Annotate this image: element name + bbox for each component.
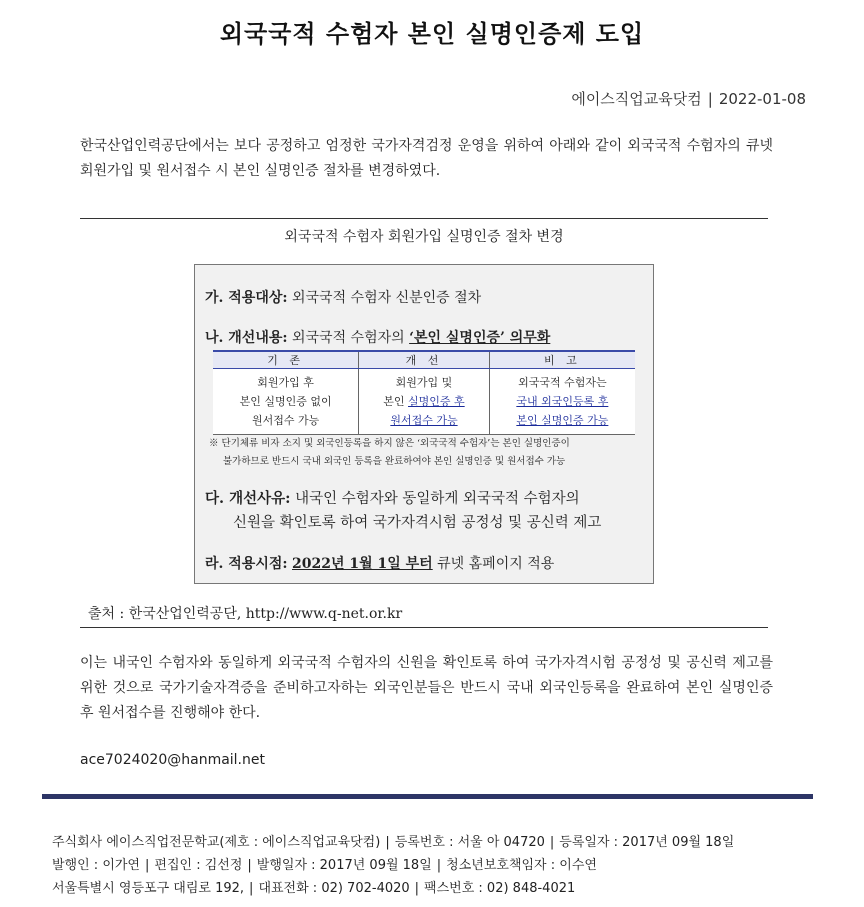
improved-line-2 bbox=[361, 392, 486, 411]
remark-line-1: 외국국적 수험자는 bbox=[518, 376, 607, 389]
improved-line-1: 회원가입 및 bbox=[395, 376, 453, 389]
improved-line-2b: 실명인증 후 bbox=[408, 395, 465, 408]
col-header-remark: 비 고 bbox=[489, 351, 635, 369]
notice-item-d-emphasis: 2022년 1월 1일 부터 bbox=[292, 556, 433, 572]
cell-improved bbox=[359, 369, 489, 435]
footer-issue-date: 발행일자 : 2017년 09월 18일 bbox=[256, 858, 432, 873]
figure-bottom-rule bbox=[80, 627, 768, 628]
footer-separator: | bbox=[385, 835, 390, 850]
cell-existing bbox=[213, 369, 359, 435]
remark-line-2: 국내 외국인등록 후 bbox=[516, 395, 609, 408]
cell-remark bbox=[489, 369, 635, 435]
footer-editor: 편집인 : 김선정 bbox=[154, 858, 243, 873]
existing-line-3: 원서접수 가능 bbox=[251, 414, 320, 427]
byline-separator: | bbox=[707, 90, 713, 108]
byline bbox=[571, 88, 806, 109]
footer-separator: | bbox=[414, 881, 420, 896]
notice-footnote-line-1: ※ 단기체류 비자 소지 및 외국인등록을 하지 않은 ‘외국국적 수험자’는 본인 실명인증이 bbox=[209, 438, 570, 449]
col-header-existing: 기 존 bbox=[213, 351, 359, 369]
comparison-body-row bbox=[213, 369, 635, 435]
footer-separator: | bbox=[549, 835, 555, 850]
col-header-improved: 개 선 bbox=[359, 351, 489, 369]
notice-footnote bbox=[209, 435, 645, 471]
footer-line-3 bbox=[52, 878, 575, 900]
footer-line-1 bbox=[52, 832, 734, 854]
footer-separator: | bbox=[249, 881, 254, 896]
footer-address: 서울특별시 영등포구 대림로 192, bbox=[52, 881, 245, 896]
notice-item-c-text-2: 신원을 확인토록 하여 국가자격시험 공정성 및 공신력 제고 bbox=[233, 515, 602, 531]
existing-line-2: 본인 실명인증 없이 bbox=[239, 395, 332, 408]
notice-item-b-label: 나. 개선내용: bbox=[205, 330, 288, 346]
footer-youth-officer: 청소년보호책임자 : 이수연 bbox=[446, 858, 597, 873]
intro-paragraph: 한국산업인력공단에서는 보다 공정하고 엄정한 국가자격검정 운영을 위하여 아래와 같이 외국국적 수험자의 큐넷 회원가입 및 원서접수 시 본인 실명인증 절차를 변경하였다. bbox=[80, 138, 773, 179]
notice-item-b-text: 외국국적 수험자의 bbox=[292, 330, 405, 346]
footer-company: 주식회사 에이스직업전문학교(제호 : 에이스직업교육닷컴) bbox=[52, 835, 381, 850]
footer-publisher: 발행인 : 이가연 bbox=[52, 858, 140, 873]
footer-separator: | bbox=[436, 858, 442, 873]
footer-separator: | bbox=[247, 858, 252, 873]
notice-item-c-label: 다. 개선사유: bbox=[205, 490, 291, 507]
footer-divider-bar bbox=[42, 794, 813, 799]
notice-item-c bbox=[205, 487, 601, 535]
footer-line-2 bbox=[52, 855, 597, 877]
notice-item-b-emphasis: ‘본인 실명인증’ 의무화 bbox=[409, 330, 551, 346]
improved-line-2a: 본인 bbox=[383, 395, 409, 408]
comparison-table bbox=[213, 350, 635, 435]
notice-item-b bbox=[205, 327, 550, 347]
existing-line-1: 회원가입 후 bbox=[257, 376, 314, 389]
footer-separator: | bbox=[145, 858, 150, 873]
comparison-header-row bbox=[213, 351, 635, 369]
notice-item-d-text: 큐넷 홈페이지 적용 bbox=[437, 556, 555, 572]
footer-reg-date: 등록일자 : 2017년 09월 18일 bbox=[559, 835, 735, 850]
notice-footnote-line-2: 불가하므로 반드시 국내 외국인 등록을 완료하여야 본인 실명인증 및 원서접수 가능 bbox=[223, 456, 566, 467]
notice-item-d bbox=[205, 553, 554, 573]
notice-item-a-label: 가. 적용대상: bbox=[205, 290, 288, 306]
notice-item-a bbox=[205, 287, 481, 307]
footer-fax: 팩스번호 : 02) 848-4021 bbox=[424, 881, 576, 896]
footer-phone: 대표전화 : 02) 702-4020 bbox=[258, 881, 410, 896]
figure-source: 출처 : 한국산업인력공단, http://www.q-net.or.kr bbox=[88, 606, 403, 622]
body-paragraph: 이는 내국인 수험자와 동일하게 외국국적 수험자의 신원을 확인토록 하여 국가자격시험 공정성 및 공신력 제고를 위한 것으로 국가기술자격증을 준비하고자하는 외국인분들은 반드시 국내 외국인등록을 완료하여 본인 실명인증 후 원서접수를 진행해야 한다. bbox=[80, 655, 773, 721]
notice-image bbox=[194, 264, 654, 584]
figure-top-rule bbox=[80, 218, 768, 219]
publish-date: 2022-01-08 bbox=[718, 90, 806, 108]
article-title: 외국국적 수험자 본인 실명인증제 도입 bbox=[219, 20, 645, 48]
notice-item-c-text-1: 내국인 수험자와 동일하게 외국국적 수험자의 bbox=[295, 491, 580, 507]
improved-line-3: 원서접수 가능 bbox=[390, 414, 458, 427]
reporter-email-link[interactable]: ace7024020@hanmail.net bbox=[80, 752, 265, 768]
figure-caption: 외국국적 수험자 회원가입 실명인증 절차 변경 bbox=[284, 229, 564, 245]
publisher-name: 에이스직업교육닷컴 bbox=[571, 90, 702, 108]
remark-line-3: 본인 실명인증 가능 bbox=[516, 414, 609, 427]
notice-item-a-text: 외국국적 수험자 신분인증 절차 bbox=[292, 290, 482, 306]
footer-reg-number: 등록번호 : 서울 아 04720 bbox=[394, 835, 545, 850]
notice-item-d-label: 라. 적용시점: bbox=[205, 556, 288, 572]
